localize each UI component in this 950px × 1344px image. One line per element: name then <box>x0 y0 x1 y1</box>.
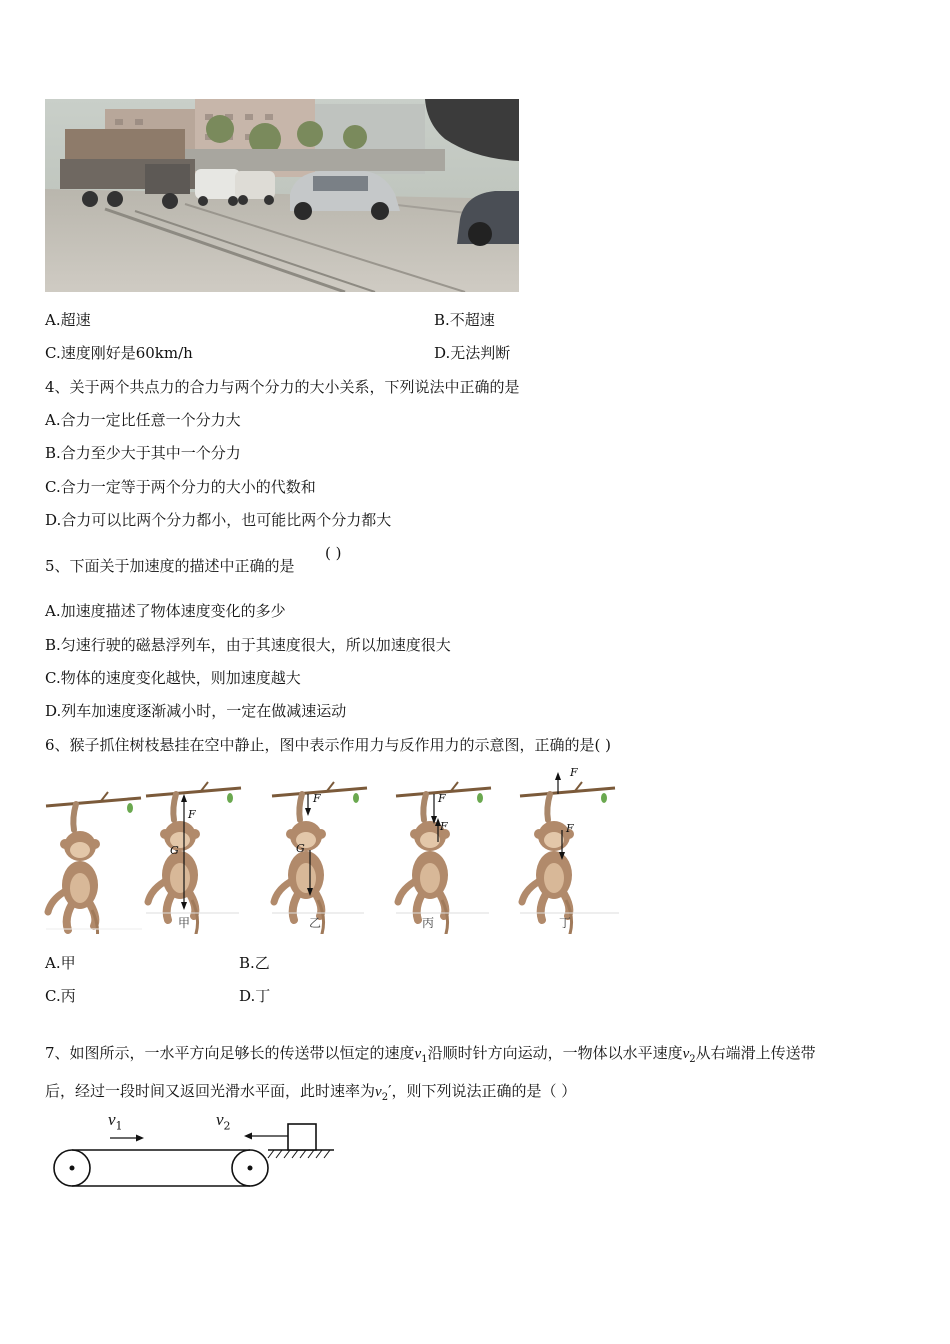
q7-line1-pre: 7、如图所示，一水平方向足够长的传送带以恒定的速度 <box>45 1044 415 1062</box>
q7-v2p-mark: ′ <box>388 1082 392 1100</box>
fig-v2-label <box>216 1110 231 1132</box>
q5-option-b: B.匀速行驶的磁悬浮列车，由于其速度很大，所以加速度很大 <box>45 636 451 654</box>
ding-f-prime-label: F <box>566 822 574 835</box>
q4-stem: 4、关于两个共点力的合力与两个分力的大小关系，下列说法中正确的是 <box>45 378 520 396</box>
q7-v2p-sub: 2 <box>381 1092 389 1103</box>
q7-line2-pre: 后，经过一段时间又返回光滑水平面，此时速率为 <box>45 1082 376 1100</box>
q7-v1: v <box>414 1046 422 1062</box>
ding-f-label: F <box>570 766 578 779</box>
q7-v2-prime: v <box>375 1084 382 1100</box>
fig-v2-symbol: v <box>216 1110 224 1129</box>
q6-option-c: C.丙 <box>45 987 76 1005</box>
caption-ding: 丁 <box>559 916 572 930</box>
conveyor-belt-figure <box>48 1110 338 1196</box>
jia-g-label: G <box>170 844 179 857</box>
q6-stem: 6、猴子抓住树枝悬挂在空中静止，图中表示作用力与反作用力的示意图，正确的是( ) <box>45 736 612 754</box>
q7-line1-mid: 沿顺时针方向运动，一物体以水平速度 <box>427 1044 683 1062</box>
q3-option-b: B.不超速 <box>434 311 495 329</box>
q4-option-d: D.合力可以比两个分力都小，也可能比两个分力都大 <box>45 511 392 529</box>
q4-option-c: C.合力一定等于两个分力的大小的代数和 <box>45 478 316 496</box>
yi-g-label: G <box>296 842 305 855</box>
caption-bing: 丙 <box>422 916 435 930</box>
yi-f-label: F <box>313 792 321 805</box>
q7-v2: v <box>682 1046 690 1062</box>
fig-v1-symbol: v <box>108 1110 116 1129</box>
q3-option-d: D.无法判断 <box>434 344 511 362</box>
q3-option-a: A.超速 <box>45 311 91 329</box>
bing-f-label: F <box>438 792 446 805</box>
fig-v2-sub: 2 <box>223 1119 231 1133</box>
q5-answer-blank: ( ) <box>325 544 342 562</box>
q5-option-a: A.加速度描述了物体速度变化的多少 <box>45 602 286 620</box>
q7-v2-sub: 2 <box>689 1054 696 1065</box>
q5-option-c: C.物体的速度变化越快，则加速度越大 <box>45 669 301 687</box>
caption-jia: 甲 <box>178 916 191 930</box>
q3-option-c: C.速度刚好是60km/h <box>45 344 193 362</box>
caption-yi: 乙 <box>309 916 322 930</box>
q4-option-b: B.合力至少大于其中一个分力 <box>45 444 241 462</box>
road-photo <box>45 99 519 292</box>
fig-v1-label <box>108 1110 123 1132</box>
q5-option-d: D.列车加速度逐渐减小时，一定在做减速运动 <box>45 702 347 720</box>
bing-f-prime-label: F <box>440 820 448 833</box>
monkey-jia <box>146 782 241 934</box>
jia-f-label: F <box>188 808 196 821</box>
q7-line2-post: ，则下列说法正确的是（ ） <box>391 1082 577 1100</box>
monkey-force-figure <box>44 762 624 934</box>
q7-v1-sub: 1 <box>421 1054 428 1065</box>
q7-stem-line2 <box>45 1081 576 1108</box>
fig-v1-sub: 1 <box>115 1119 123 1133</box>
q6-option-b: B.乙 <box>239 954 270 972</box>
q6-option-a: A.甲 <box>45 954 76 972</box>
q4-option-a: A.合力一定比任意一个分力大 <box>45 411 241 429</box>
monkey-ding <box>520 772 615 934</box>
q6-option-d: D.丁 <box>239 987 271 1005</box>
q7-stem-line1 <box>45 1043 816 1070</box>
monkey-plain <box>46 792 141 934</box>
q7-line1-post: 从右端滑上传送带 <box>695 1044 816 1062</box>
q5-stem: 5、下面关于加速度的描述中正确的是 <box>45 557 295 575</box>
